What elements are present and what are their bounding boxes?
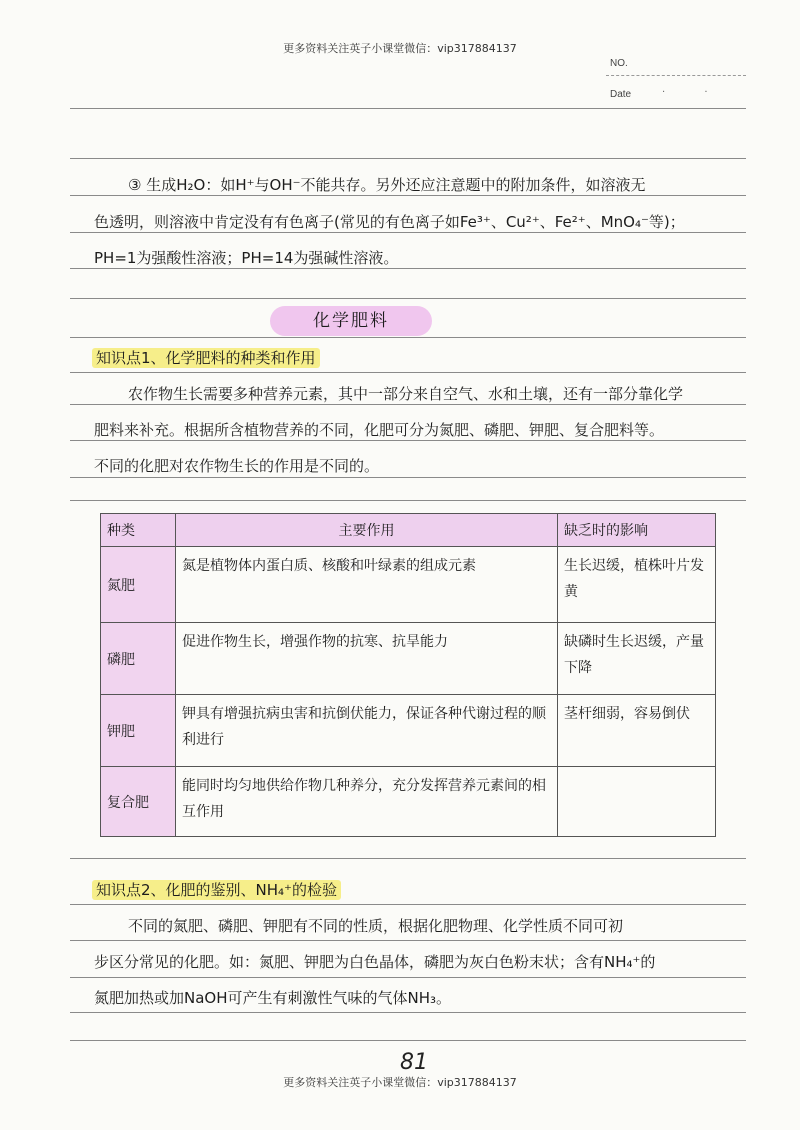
ruled-line — [70, 977, 746, 978]
lack-cell: 缺磷时生长迟缓，产量下降 — [558, 623, 716, 695]
kind-cell: 钾肥 — [101, 695, 176, 767]
ruled-line — [70, 1012, 746, 1013]
intro-line-1: ③ 生成H₂O：如H⁺与OH⁻不能共存。另外还应注意题中的附加条件，如溶液无 — [128, 176, 646, 194]
ruled-line — [70, 337, 746, 338]
fertilizer-table — [100, 513, 716, 837]
knowledge-point-2-title: 知识点2、化肥的鉴别、NH₄⁺的检验 — [92, 880, 341, 900]
intro-line-3: PH=1为强酸性溶液；PH=14为强碱性溶液。 — [94, 249, 399, 267]
header-role: 主要作用 — [176, 514, 558, 547]
table-row — [101, 767, 716, 837]
ruled-line — [70, 904, 746, 905]
header-dashed-line — [606, 75, 746, 76]
table-row — [101, 547, 716, 623]
intro-line-2: 色透明，则溶液中肯定没有有色离子(常见的有色离子如Fe³⁺、Cu²⁺、Fe²⁺、MnO₄⁻等)； — [94, 213, 685, 231]
kind-cell: 磷肥 — [101, 623, 176, 695]
ruled-line — [70, 404, 746, 405]
ruled-line — [70, 108, 746, 109]
kp2-line-2: 步区分常见的化肥。如：氮肥、钾肥为白色晶体，磷肥为灰白色粉末状；含有NH₄⁺的 — [94, 953, 656, 971]
ruled-line — [70, 298, 746, 299]
ruled-line — [70, 440, 746, 441]
kind-cell: 氮肥 — [101, 547, 176, 623]
table-row — [101, 695, 716, 767]
lack-cell: 茎杆细弱，容易倒伏 — [558, 695, 716, 767]
ruled-line — [70, 858, 746, 859]
no-label: NO. — [610, 58, 628, 69]
ruled-line — [70, 268, 746, 269]
header-lack: 缺乏时的影响 — [558, 514, 716, 547]
lack-cell: 生长迟缓，植株叶片发黄 — [558, 547, 716, 623]
date-label: Date — [610, 89, 632, 100]
kp1-line-1: 农作物生长需要多种营养元素，其中一部分来自空气、水和土壤，还有一部分靠化学 — [128, 385, 684, 403]
kp1-line-2: 肥料来补充。根据所含植物营养的不同，化肥可分为氮肥、磷肥、钾肥、复合肥料等。 — [94, 421, 665, 439]
watermark-bottom: 更多资料关注英子小课堂微信：vip317884137 — [283, 1076, 517, 1089]
ruled-line — [70, 477, 746, 478]
kp1-line-3: 不同的化肥对农作物生长的作用是不同的。 — [94, 457, 380, 475]
ruled-line — [70, 232, 746, 233]
role-cell: 能同时均匀地供给作物几种养分，充分发挥营养元素间的相互作用 — [176, 767, 558, 837]
date-dots: · · — [662, 87, 726, 98]
kp2-line-3: 氮肥加热或加NaOH可产生有刺激性气味的气体NH₃。 — [94, 989, 452, 1007]
table-row — [101, 623, 716, 695]
lack-cell — [558, 767, 716, 837]
knowledge-point-1-title: 知识点1、化学肥料的种类和作用 — [92, 348, 320, 368]
role-cell: 氮是植物体内蛋白质、核酸和叶绿素的组成元素 — [176, 547, 558, 623]
ruled-line — [70, 940, 746, 941]
ruled-line — [70, 158, 746, 159]
kp2-line-1: 不同的氮肥、磷肥、钾肥有不同的性质，根据化肥物理、化学性质不同可初 — [128, 917, 624, 935]
page-number: 81 — [400, 1050, 428, 1075]
section-title: 化学肥料 — [270, 306, 432, 336]
ruled-line — [70, 372, 746, 373]
ruled-line — [70, 500, 746, 501]
role-cell: 促进作物生长，增强作物的抗寒、抗旱能力 — [176, 623, 558, 695]
kind-cell: 复合肥 — [101, 767, 176, 837]
header-kind: 种类 — [101, 514, 176, 547]
table-header-row — [101, 514, 716, 547]
ruled-line — [70, 195, 746, 196]
watermark-top: 更多资料关注英子小课堂微信：vip317884137 — [283, 42, 517, 55]
ruled-line — [70, 1040, 746, 1041]
role-cell: 钾具有增强抗病虫害和抗倒伏能力，保证各种代谢过程的顺利进行 — [176, 695, 558, 767]
